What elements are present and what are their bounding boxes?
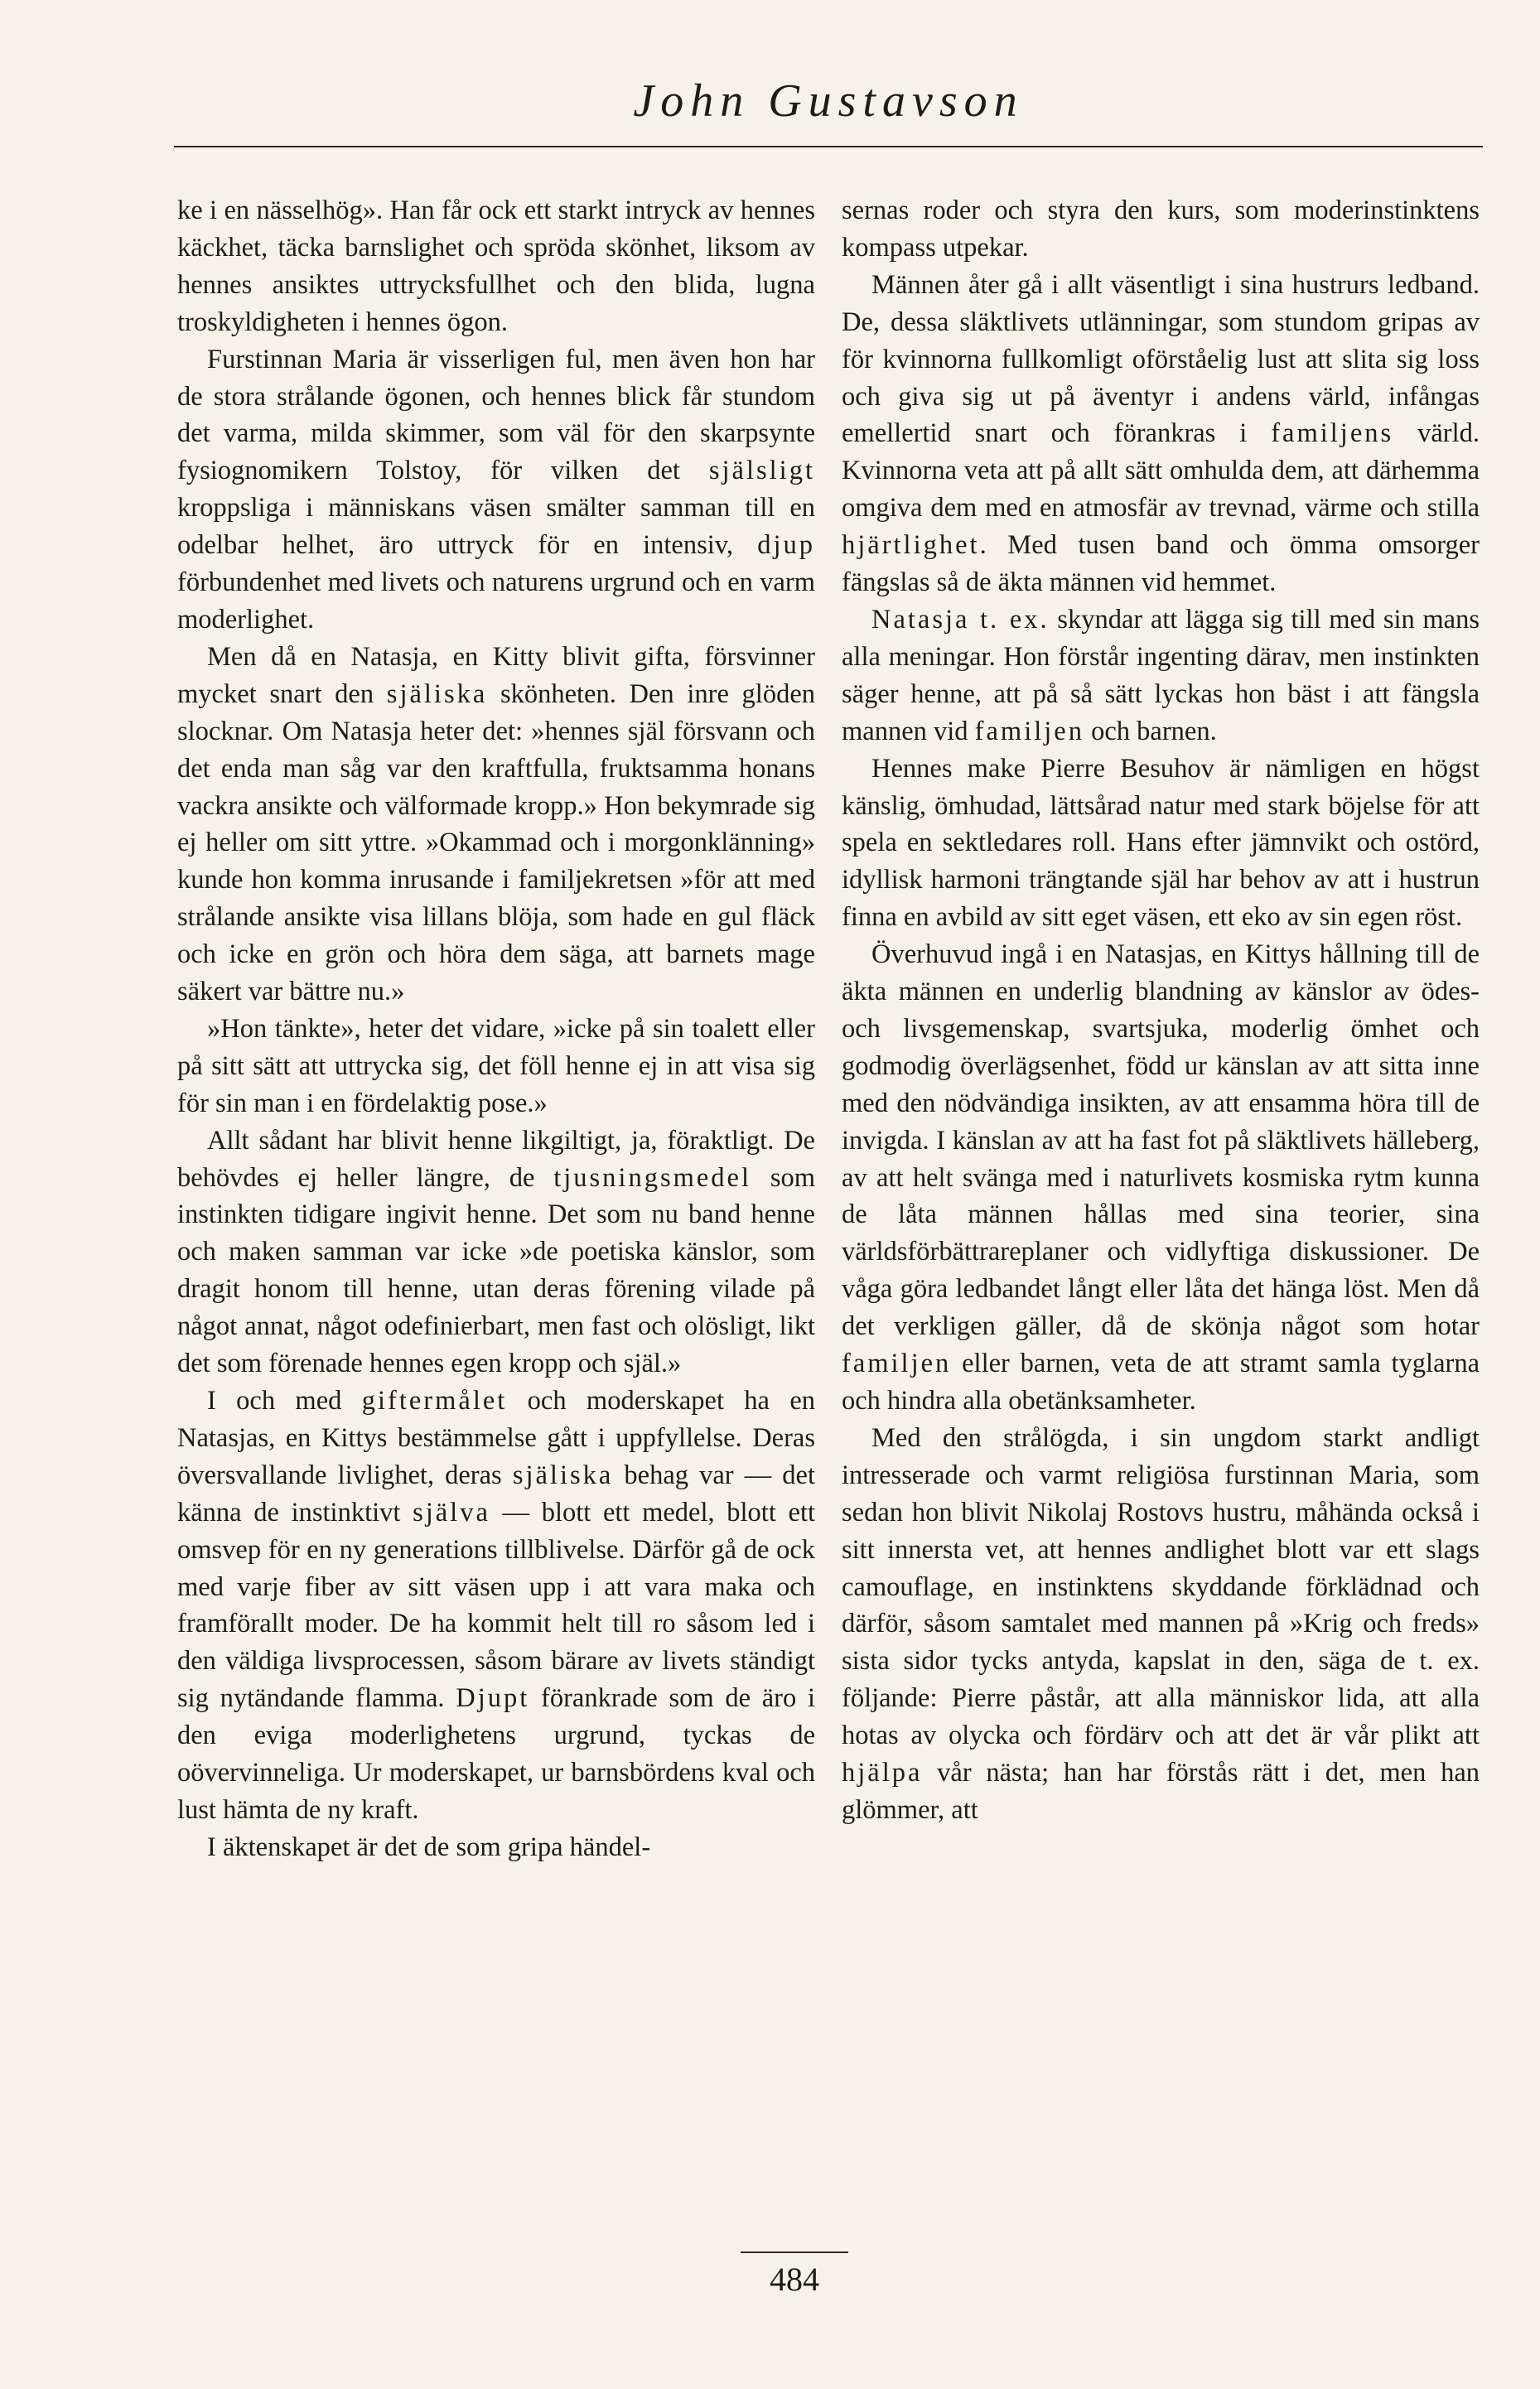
left-paragraph-4: »Hon tänkte», heter det vidare, »icke på sin toalett eller på sitt sätt att uttrycka sig, det föll henne ej in att visa sig för sin man i en fördelaktig pose.» — [177, 1013, 815, 1118]
text-run: förbundenhet med livets och naturens urgrund och en varm moderlighet. — [177, 567, 815, 635]
spaced-word: djup — [757, 530, 815, 561]
footer-rule — [741, 2251, 848, 2253]
spaced-word: Natasja t. ex. — [871, 604, 1050, 635]
text-run: Överhuvud ingå i en Natasjas, en Kittys hållning till de äkta männen en underlig blandning av känslor av ödes- och livsgemenskap, svartsjuka, moderlig ömhet och godmodig överlägsenhet, född ur känslan av att sitta inne med den nödvändiga insikten, av att ensamma höra till de invigda. I känslan av att ha fast fot på släktlivets hälleberg, av att helt svänga med i naturlivets kosmiska rytm kunna de låta männen hållas med sina teorier, sina världsförbättrareplaner och vidlyftiga diskussioner. De våga göra ledbandet långt eller låta det hänga löst. Men då det verkligen gäller, då de skönja något som hotar — [842, 939, 1480, 1342]
text-run: . Med tusen band och ömma omsorger fängslas så de äkta männen vid hemmet. — [842, 530, 1480, 598]
running-head-title: John Gustavson — [633, 75, 1024, 127]
spaced-word: familjen — [842, 1349, 952, 1379]
left-paragraph-2 — [177, 341, 815, 639]
text-run: Men då en Natasja, en Kitty blivit gifta, försvinner mycket snart den — [177, 641, 815, 709]
text-run: — blott ett medel, blott ett omsvep för en ny generations tillblivelse. Därför gå de ock med varje fiber av sitt väsen upp i att vara maka och framförallt moder. De ha kommit helt till ro såsom led i den väldiga livsprocessen, såsom bärare av livets ständigt sig nytändande flamma. — [177, 1497, 815, 1714]
spaced-word: giftermålet — [361, 1386, 508, 1416]
right-column — [842, 192, 1480, 1829]
text-run: vår nästa; han har förstås rätt i det, men han glömmer, att — [842, 1758, 1480, 1825]
text-run: kroppsliga i människans väsen smälter samman till en odelbar helhet, äro uttryck för en intensiv, — [177, 493, 815, 561]
text-run: skönheten. Den inre glöden slocknar. Om Natasja heter det: »hennes själ försvann och det enda man såg var den kraftfulla, fruktsamma honans vackra ansikte och välformade kropp.» Hon bekymrade sig ej heller om sitt yttre. »Okammad och i morgonklänning» kunde hon komma inrusande i familjekretsen »för att med strålande ansikte visa lillans blöja, som hade en gul fläck och icke en grön och höra dem säga, att barnets mage säkert var bättre nu.» — [177, 678, 816, 1007]
text-run: som instinkten tidigare ingivit henne. Det som nu band henne och maken samman var icke »de poetiska känslor, som dragit honom till henne, utan deras förening vilade på något annat, något odefinierbart, men fast och olösligt, likt det som förenade hennes egen kropp och själ.» — [177, 1162, 815, 1379]
spaced-word: själiska — [386, 678, 488, 709]
right-paragraph-4: Hennes make Pierre Besuhov är nämligen en högst känslig, ömhudad, lättsårad natur med stark böjelse för att spela en sektledares roll. Hans efter jämnvikt och ostörd, idyllisk harmoni trängtande själ har behov av att i hustrun finna en avbild av sitt eget väsen, ett eko av sin egen röst. — [842, 753, 1480, 933]
left-paragraph-3 — [177, 639, 815, 1011]
spaced-word: Djupt — [456, 1683, 530, 1714]
spaced-word: själva — [413, 1497, 490, 1528]
text-run: och moderskapet ha en Natasjas, en Kittys bestämmelse gått i uppfyllelse. Deras översvallande livlighet, deras — [177, 1386, 815, 1490]
left-column — [177, 192, 815, 1866]
text-run: Männen åter gå i allt väsentligt i sina hustrurs ledband. De, dessa släktlivets utlänningar, som stundom gripas av för kvinnorna fullkomligt oförståelig lust att slita sig loss och giva sig ut på äventyr i andens värld, infångas emellertid snart och förankras i — [842, 269, 1480, 449]
right-paragraph-6 — [842, 1420, 1480, 1829]
spaced-word: tjusningsmedel — [553, 1162, 752, 1193]
left-paragraph-5 — [177, 1122, 815, 1383]
right-paragraph-5 — [842, 936, 1480, 1420]
text-run: eller barnen, veta de att stramt samla tyglarna och hindra alla obetänksamheter. — [842, 1349, 1480, 1416]
text-run: Allt sådant har blivit henne likgiltigt, ja, föraktligt. De behövdes ej heller längre, de — [177, 1125, 815, 1193]
left-paragraph-7: I äktenskapet är det de som gripa händel- — [207, 1832, 651, 1862]
spaced-word: familjen — [974, 716, 1084, 746]
right-paragraph-3 — [842, 601, 1480, 750]
right-paragraph-1: sernas roder och styra den kurs, som moderinstinktens kompass utpekar. — [842, 195, 1480, 263]
spaced-word: familjens — [1271, 418, 1394, 449]
text-run: Med den strålögda, i sin ungdom starkt andligt intresserade och varmt religiösa furstinnan Maria, som sedan hon blivit Nikolaj Rostovs hustru, måhända också i sitt innersta vet, att hennes andlighet blott var ett slags camouflage, en instinktens skyddande förklädnad och därför, såsom samtalet med mannen på »Krig och freds» sista sidor tycks antyda, kapslat in den, säga de t. ex. följande: Pierre påstår, att alla människor lida, att alla hotas av olycka och fördärv och att det är vår plikt att — [842, 1422, 1480, 1751]
text-run: behag var — det känna de instinktivt — [177, 1460, 816, 1528]
left-paragraph-1: ke i en nässelhög». Han får ock ett starkt intryck av hennes käckhet, täcka barnslighet och spröda skönhet, liksom av hennes ansiktes uttrycksfullhet och den blida, lugna troskyldigheten i hennes ögon. — [177, 195, 815, 337]
left-paragraph-6 — [177, 1383, 815, 1829]
text-run: I och med — [207, 1386, 362, 1416]
text-run: Furstinnan Maria är visserligen ful, men även hon har de stora strålande ögonen, och hennes blick får stundom det varma, milda skimmer, som väl för den skarpsynte fysiognomikern Tolstoy, för vilken det — [177, 344, 815, 486]
spaced-word: själiska — [512, 1460, 614, 1490]
right-paragraph-2 — [842, 267, 1480, 601]
text-run: förankrade som de äro i den eviga moderlighetens urgrund, tyckas de oövervinneliga. Ur moderskapet, ur barnsbördens kval och lust hämta de ny kraft. — [177, 1683, 815, 1825]
spaced-word: själsligt — [708, 456, 815, 486]
text-run: skyndar att lägga sig till med sin mans alla meningar. Hon förstår ingenting därav, men instinkten säger henne, att på så sätt lyckas hon bäst i att fängsla mannen vid — [842, 604, 1480, 746]
header-rule — [174, 146, 1483, 147]
page-number: 484 — [770, 2261, 819, 2298]
text-run: och barnen. — [1084, 716, 1217, 746]
text-run: värld. Kvinnorna veta att på allt sätt omhulda dem, att därhemma omgiva dem med en atmosfär av trevnad, värme och stilla — [842, 418, 1480, 524]
spaced-word: hjälpa — [842, 1758, 923, 1788]
spaced-word: hjärtlighet — [842, 530, 980, 561]
